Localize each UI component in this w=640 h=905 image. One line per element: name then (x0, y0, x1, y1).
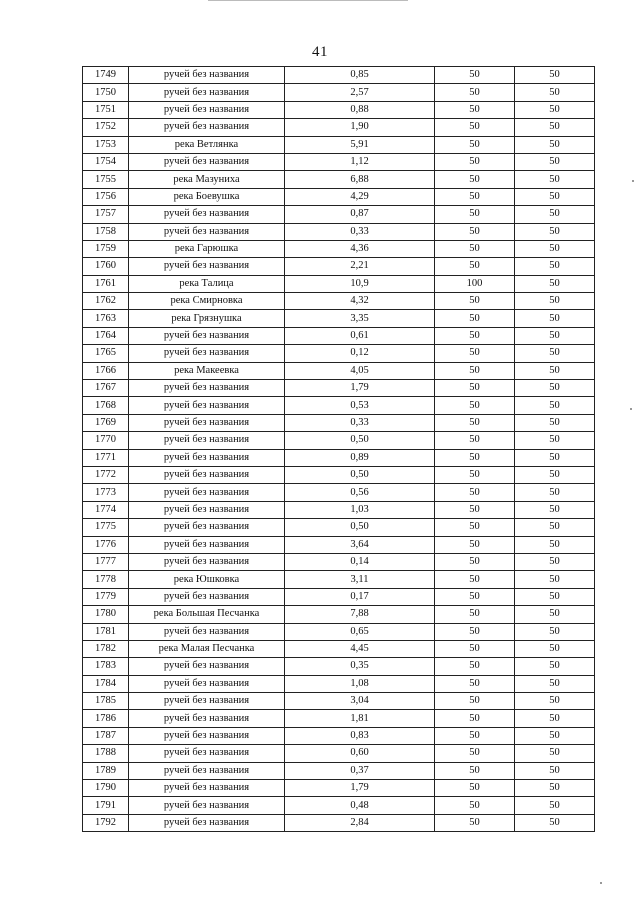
zone-width-cell: 50 (435, 814, 515, 831)
water-body-name-cell: река Юшковка (129, 571, 285, 588)
water-body-name-cell: ручей без названия (129, 693, 285, 710)
length-cell: 0,50 (285, 432, 435, 449)
water-body-name-cell: ручей без названия (129, 449, 285, 466)
row-number-cell: 1757 (83, 206, 129, 223)
belt-width-cell: 50 (515, 658, 595, 675)
table-row (83, 275, 595, 292)
length-cell: 2,21 (285, 258, 435, 275)
belt-width-cell: 50 (515, 519, 595, 536)
table-row (83, 693, 595, 710)
belt-width-cell: 50 (515, 432, 595, 449)
length-cell: 0,56 (285, 484, 435, 501)
belt-width-cell: 50 (515, 727, 595, 744)
belt-width-cell: 50 (515, 188, 595, 205)
row-number-cell: 1762 (83, 293, 129, 310)
zone-width-cell: 50 (435, 519, 515, 536)
length-cell: 2,84 (285, 814, 435, 831)
water-body-name-cell: ручей без названия (129, 380, 285, 397)
water-body-name-cell: река Большая Песчанка (129, 606, 285, 623)
zone-width-cell: 50 (435, 553, 515, 570)
length-cell: 1,79 (285, 380, 435, 397)
length-cell: 0,65 (285, 623, 435, 640)
table-row (83, 501, 595, 518)
row-number-cell: 1752 (83, 119, 129, 136)
length-cell: 6,88 (285, 171, 435, 188)
water-body-name-cell: ручей без названия (129, 432, 285, 449)
zone-width-cell: 50 (435, 119, 515, 136)
length-cell: 0,61 (285, 327, 435, 344)
length-cell: 1,79 (285, 780, 435, 797)
row-number-cell: 1749 (83, 67, 129, 84)
row-number-cell: 1764 (83, 327, 129, 344)
zone-width-cell: 50 (435, 136, 515, 153)
zone-width-cell: 50 (435, 780, 515, 797)
water-body-name-cell: ручей без названия (129, 67, 285, 84)
zone-width-cell: 50 (435, 258, 515, 275)
row-number-cell: 1763 (83, 310, 129, 327)
belt-width-cell: 50 (515, 380, 595, 397)
water-body-name-cell: река Мазуниха (129, 171, 285, 188)
belt-width-cell: 50 (515, 693, 595, 710)
table-row (83, 432, 595, 449)
belt-width-cell: 50 (515, 588, 595, 605)
scan-top-edge (208, 0, 408, 1)
belt-width-cell: 50 (515, 484, 595, 501)
water-body-name-cell: ручей без названия (129, 675, 285, 692)
water-body-name-cell: ручей без названия (129, 327, 285, 344)
zone-width-cell: 50 (435, 536, 515, 553)
zone-width-cell: 50 (435, 223, 515, 240)
table-row (83, 553, 595, 570)
row-number-cell: 1773 (83, 484, 129, 501)
water-bodies-table (82, 66, 595, 832)
row-number-cell: 1787 (83, 727, 129, 744)
table-row (83, 327, 595, 344)
table-row (83, 171, 595, 188)
row-number-cell: 1790 (83, 780, 129, 797)
length-cell: 0,53 (285, 397, 435, 414)
table-row (83, 240, 595, 257)
belt-width-cell: 50 (515, 797, 595, 814)
zone-width-cell: 50 (435, 727, 515, 744)
zone-width-cell: 50 (435, 327, 515, 344)
belt-width-cell: 50 (515, 640, 595, 657)
belt-width-cell: 50 (515, 780, 595, 797)
row-number-cell: 1782 (83, 640, 129, 657)
belt-width-cell: 50 (515, 84, 595, 101)
table-row (83, 588, 595, 605)
length-cell: 0,12 (285, 345, 435, 362)
row-number-cell: 1769 (83, 414, 129, 431)
length-cell: 3,11 (285, 571, 435, 588)
table-row (83, 380, 595, 397)
length-cell: 5,91 (285, 136, 435, 153)
table-row (83, 345, 595, 362)
zone-width-cell: 50 (435, 623, 515, 640)
belt-width-cell: 50 (515, 223, 595, 240)
zone-width-cell: 50 (435, 240, 515, 257)
length-cell: 0,87 (285, 206, 435, 223)
belt-width-cell: 50 (515, 136, 595, 153)
zone-width-cell: 50 (435, 797, 515, 814)
scan-speck (600, 882, 602, 884)
table-row (83, 814, 595, 831)
water-body-name-cell: река Грязнушка (129, 310, 285, 327)
belt-width-cell: 50 (515, 119, 595, 136)
row-number-cell: 1756 (83, 188, 129, 205)
page-number: 41 (312, 44, 328, 60)
water-body-name-cell: река Гарюшка (129, 240, 285, 257)
table-row (83, 745, 595, 762)
table-row (83, 484, 595, 501)
row-number-cell: 1759 (83, 240, 129, 257)
table-row (83, 67, 595, 84)
water-body-name-cell: ручей без названия (129, 484, 285, 501)
length-cell: 0,48 (285, 797, 435, 814)
table-row (83, 223, 595, 240)
zone-width-cell: 50 (435, 762, 515, 779)
belt-width-cell: 50 (515, 466, 595, 483)
zone-width-cell: 50 (435, 380, 515, 397)
table-row (83, 762, 595, 779)
scan-speck (630, 408, 632, 410)
length-cell: 0,50 (285, 519, 435, 536)
length-cell: 4,29 (285, 188, 435, 205)
table-row (83, 727, 595, 744)
table-row (83, 658, 595, 675)
table-row (83, 206, 595, 223)
belt-width-cell: 50 (515, 814, 595, 831)
length-cell: 4,32 (285, 293, 435, 310)
row-number-cell: 1754 (83, 153, 129, 170)
row-number-cell: 1766 (83, 362, 129, 379)
row-number-cell: 1779 (83, 588, 129, 605)
belt-width-cell: 50 (515, 206, 595, 223)
table-row (83, 449, 595, 466)
row-number-cell: 1776 (83, 536, 129, 553)
zone-width-cell: 50 (435, 588, 515, 605)
belt-width-cell: 50 (515, 414, 595, 431)
row-number-cell: 1785 (83, 693, 129, 710)
water-body-name-cell: ручей без названия (129, 780, 285, 797)
length-cell: 0,14 (285, 553, 435, 570)
belt-width-cell: 50 (515, 101, 595, 118)
belt-width-cell: 50 (515, 293, 595, 310)
belt-width-cell: 50 (515, 710, 595, 727)
length-cell: 0,85 (285, 67, 435, 84)
row-number-cell: 1765 (83, 345, 129, 362)
water-body-name-cell: ручей без названия (129, 658, 285, 675)
length-cell: 3,04 (285, 693, 435, 710)
belt-width-cell: 50 (515, 571, 595, 588)
table-row (83, 797, 595, 814)
length-cell: 1,08 (285, 675, 435, 692)
zone-width-cell: 50 (435, 101, 515, 118)
water-body-name-cell: река Макеевка (129, 362, 285, 379)
row-number-cell: 1758 (83, 223, 129, 240)
water-body-name-cell: ручей без названия (129, 397, 285, 414)
length-cell: 0,17 (285, 588, 435, 605)
row-number-cell: 1789 (83, 762, 129, 779)
row-number-cell: 1750 (83, 84, 129, 101)
table-row (83, 623, 595, 640)
zone-width-cell: 50 (435, 745, 515, 762)
length-cell: 3,35 (285, 310, 435, 327)
water-body-name-cell: ручей без названия (129, 762, 285, 779)
water-body-name-cell: река Ветлянка (129, 136, 285, 153)
zone-width-cell: 50 (435, 640, 515, 657)
length-cell: 7,88 (285, 606, 435, 623)
length-cell: 0,88 (285, 101, 435, 118)
length-cell: 4,36 (285, 240, 435, 257)
table-row (83, 606, 595, 623)
length-cell: 10,9 (285, 275, 435, 292)
water-body-name-cell: ручей без названия (129, 710, 285, 727)
belt-width-cell: 50 (515, 501, 595, 518)
length-cell: 0,33 (285, 414, 435, 431)
zone-width-cell: 50 (435, 658, 515, 675)
row-number-cell: 1784 (83, 675, 129, 692)
belt-width-cell: 50 (515, 762, 595, 779)
length-cell: 4,45 (285, 640, 435, 657)
table-row (83, 258, 595, 275)
water-body-name-cell: ручей без названия (129, 345, 285, 362)
water-body-name-cell: ручей без названия (129, 501, 285, 518)
water-body-name-cell: ручей без названия (129, 797, 285, 814)
water-body-name-cell: ручей без названия (129, 466, 285, 483)
water-body-name-cell: ручей без названия (129, 588, 285, 605)
table-row (83, 119, 595, 136)
zone-width-cell: 50 (435, 414, 515, 431)
scan-speck (632, 180, 634, 182)
belt-width-cell: 50 (515, 536, 595, 553)
table-row (83, 780, 595, 797)
row-number-cell: 1780 (83, 606, 129, 623)
row-number-cell: 1772 (83, 466, 129, 483)
belt-width-cell: 50 (515, 327, 595, 344)
water-body-name-cell: ручей без названия (129, 814, 285, 831)
table-row (83, 362, 595, 379)
belt-width-cell: 50 (515, 623, 595, 640)
water-body-name-cell: ручей без названия (129, 745, 285, 762)
length-cell: 2,57 (285, 84, 435, 101)
zone-width-cell: 50 (435, 206, 515, 223)
length-cell: 1,12 (285, 153, 435, 170)
length-cell: 0,83 (285, 727, 435, 744)
zone-width-cell: 50 (435, 501, 515, 518)
water-body-name-cell: река Талица (129, 275, 285, 292)
zone-width-cell: 50 (435, 293, 515, 310)
length-cell: 0,35 (285, 658, 435, 675)
length-cell: 1,03 (285, 501, 435, 518)
zone-width-cell: 50 (435, 188, 515, 205)
row-number-cell: 1768 (83, 397, 129, 414)
table-row (83, 101, 595, 118)
table-row (83, 136, 595, 153)
length-cell: 0,89 (285, 449, 435, 466)
length-cell: 0,50 (285, 466, 435, 483)
water-body-name-cell: ручей без названия (129, 258, 285, 275)
water-body-name-cell: ручей без названия (129, 536, 285, 553)
zone-width-cell: 50 (435, 449, 515, 466)
water-body-name-cell: ручей без названия (129, 153, 285, 170)
row-number-cell: 1771 (83, 449, 129, 466)
table-row (83, 84, 595, 101)
belt-width-cell: 50 (515, 310, 595, 327)
belt-width-cell: 50 (515, 362, 595, 379)
table-row (83, 397, 595, 414)
row-number-cell: 1778 (83, 571, 129, 588)
row-number-cell: 1777 (83, 553, 129, 570)
water-body-name-cell: ручей без названия (129, 119, 285, 136)
belt-width-cell: 50 (515, 675, 595, 692)
water-body-name-cell: ручей без названия (129, 519, 285, 536)
table-row (83, 153, 595, 170)
row-number-cell: 1774 (83, 501, 129, 518)
zone-width-cell: 50 (435, 153, 515, 170)
row-number-cell: 1791 (83, 797, 129, 814)
zone-width-cell: 50 (435, 345, 515, 362)
row-number-cell: 1770 (83, 432, 129, 449)
zone-width-cell: 50 (435, 432, 515, 449)
length-cell: 0,37 (285, 762, 435, 779)
belt-width-cell: 50 (515, 745, 595, 762)
water-body-name-cell: ручей без названия (129, 101, 285, 118)
row-number-cell: 1792 (83, 814, 129, 831)
table-row (83, 188, 595, 205)
row-number-cell: 1767 (83, 380, 129, 397)
zone-width-cell: 50 (435, 466, 515, 483)
belt-width-cell: 50 (515, 553, 595, 570)
row-number-cell: 1761 (83, 275, 129, 292)
length-cell: 1,81 (285, 710, 435, 727)
belt-width-cell: 50 (515, 258, 595, 275)
zone-width-cell: 50 (435, 310, 515, 327)
length-cell: 0,60 (285, 745, 435, 762)
zone-width-cell: 100 (435, 275, 515, 292)
row-number-cell: 1760 (83, 258, 129, 275)
water-body-name-cell: ручей без названия (129, 727, 285, 744)
table-row (83, 571, 595, 588)
row-number-cell: 1751 (83, 101, 129, 118)
row-number-cell: 1755 (83, 171, 129, 188)
zone-width-cell: 50 (435, 606, 515, 623)
table-body (83, 67, 595, 832)
table-row (83, 710, 595, 727)
zone-width-cell: 50 (435, 484, 515, 501)
water-body-name-cell: ручей без названия (129, 414, 285, 431)
length-cell: 1,90 (285, 119, 435, 136)
belt-width-cell: 50 (515, 606, 595, 623)
water-body-name-cell: река Малая Песчанка (129, 640, 285, 657)
belt-width-cell: 50 (515, 240, 595, 257)
table-row (83, 640, 595, 657)
row-number-cell: 1786 (83, 710, 129, 727)
zone-width-cell: 50 (435, 362, 515, 379)
zone-width-cell: 50 (435, 710, 515, 727)
water-body-name-cell: река Боевушка (129, 188, 285, 205)
zone-width-cell: 50 (435, 571, 515, 588)
table-row (83, 293, 595, 310)
belt-width-cell: 50 (515, 153, 595, 170)
row-number-cell: 1781 (83, 623, 129, 640)
zone-width-cell: 50 (435, 397, 515, 414)
belt-width-cell: 50 (515, 397, 595, 414)
water-body-name-cell: ручей без названия (129, 223, 285, 240)
length-cell: 0,33 (285, 223, 435, 240)
water-body-name-cell: ручей без названия (129, 206, 285, 223)
row-number-cell: 1753 (83, 136, 129, 153)
row-number-cell: 1775 (83, 519, 129, 536)
row-number-cell: 1783 (83, 658, 129, 675)
zone-width-cell: 50 (435, 675, 515, 692)
zone-width-cell: 50 (435, 67, 515, 84)
belt-width-cell: 50 (515, 449, 595, 466)
water-body-name-cell: ручей без названия (129, 553, 285, 570)
table-row (83, 536, 595, 553)
water-body-name-cell: ручей без названия (129, 84, 285, 101)
row-number-cell: 1788 (83, 745, 129, 762)
table-row (83, 310, 595, 327)
table-row (83, 675, 595, 692)
table-row (83, 519, 595, 536)
belt-width-cell: 50 (515, 171, 595, 188)
length-cell: 4,05 (285, 362, 435, 379)
belt-width-cell: 50 (515, 345, 595, 362)
zone-width-cell: 50 (435, 84, 515, 101)
table-row (83, 414, 595, 431)
zone-width-cell: 50 (435, 693, 515, 710)
length-cell: 3,64 (285, 536, 435, 553)
belt-width-cell: 50 (515, 67, 595, 84)
table-row (83, 466, 595, 483)
belt-width-cell: 50 (515, 275, 595, 292)
water-body-name-cell: ручей без названия (129, 623, 285, 640)
zone-width-cell: 50 (435, 171, 515, 188)
water-body-name-cell: река Смирновка (129, 293, 285, 310)
